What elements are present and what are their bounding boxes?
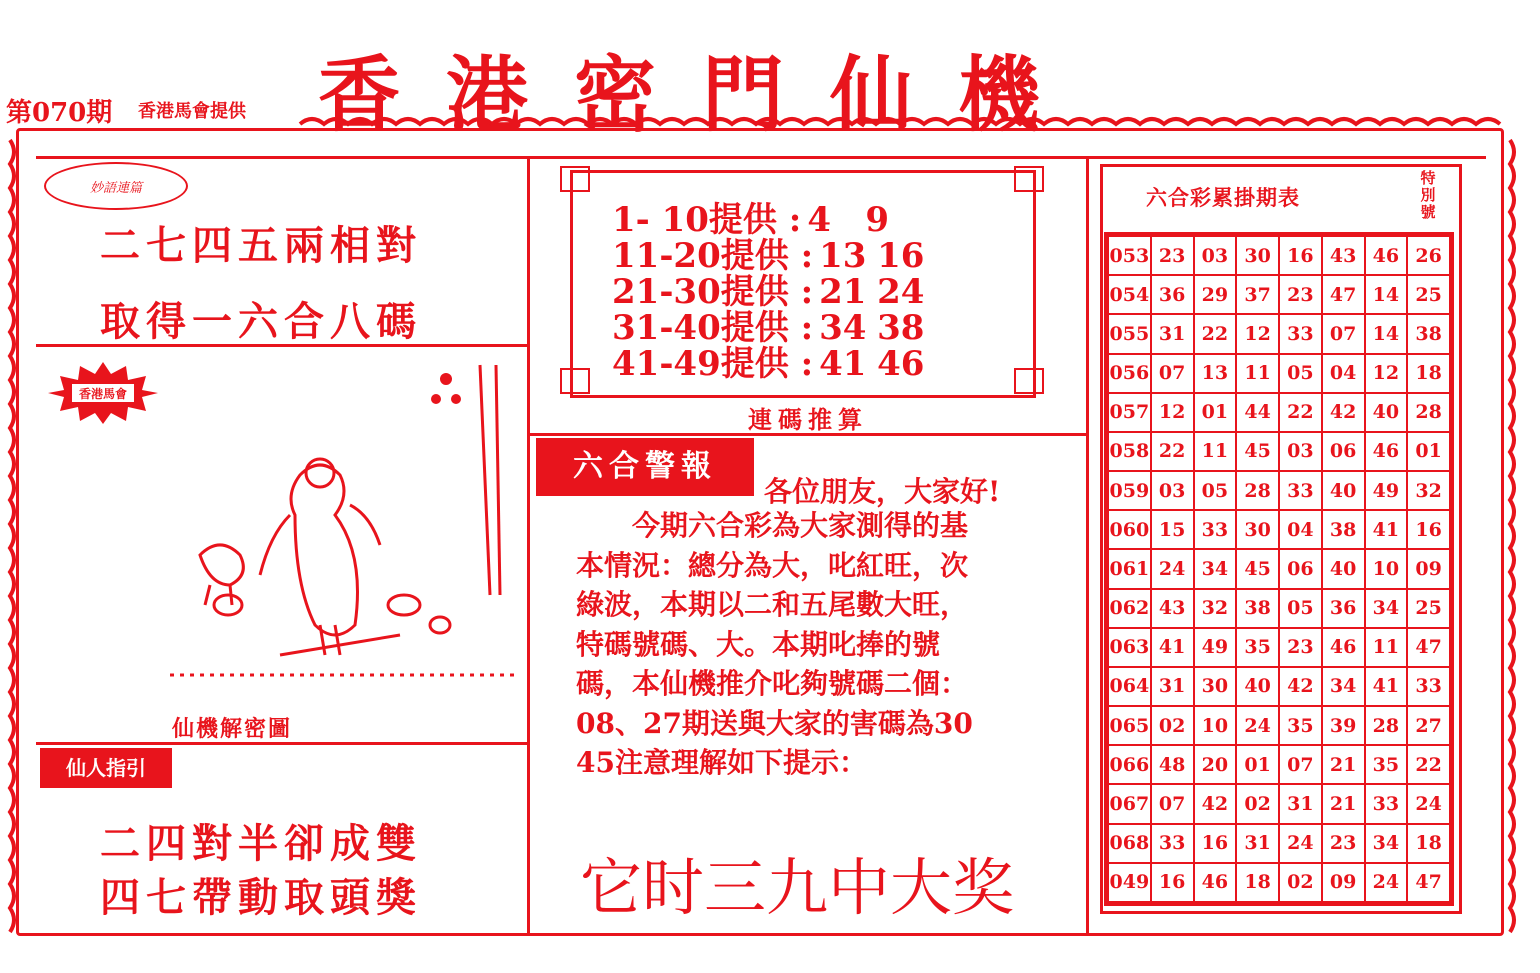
number-cell: 23 xyxy=(1279,275,1322,314)
number-cell: 07 xyxy=(1279,745,1322,784)
alert-paragraph xyxy=(576,506,1046,783)
alert-greeting: 各位朋友，大家好! xyxy=(764,475,1001,508)
range-row xyxy=(612,336,924,385)
table-row xyxy=(1108,628,1450,667)
number-cell: 34 xyxy=(1322,667,1365,706)
range-value-a: 41 xyxy=(819,344,867,384)
range-colon: : xyxy=(776,200,802,240)
number-cell: 12 xyxy=(1365,354,1408,393)
number-cell: 12 xyxy=(1151,393,1194,432)
number-cell: 33 xyxy=(1151,824,1194,863)
number-cell: 09 xyxy=(1322,863,1365,902)
table-row xyxy=(1108,393,1450,432)
number-cell: 14 xyxy=(1365,314,1408,353)
number-cell: 33 xyxy=(1279,471,1322,510)
riddle-line-2: 取得一六合八碼 xyxy=(100,298,422,345)
number-cell: 32 xyxy=(1194,589,1237,628)
alert-label: 六合警報 xyxy=(536,438,754,496)
number-cell: 22 xyxy=(1407,745,1450,784)
table-row xyxy=(1108,667,1450,706)
number-cell: 11 xyxy=(1365,628,1408,667)
special-number-header: 特別號 xyxy=(1420,169,1436,221)
table-row xyxy=(1108,354,1450,393)
number-cell: 41 xyxy=(1151,628,1194,667)
number-cell: 20 xyxy=(1194,745,1237,784)
number-cell: 29 xyxy=(1194,275,1237,314)
number-cell: 06 xyxy=(1322,432,1365,471)
issue-cell: 055 xyxy=(1108,314,1151,353)
number-cell: 26 xyxy=(1407,236,1450,275)
number-cell: 34 xyxy=(1194,549,1237,588)
number-cell: 21 xyxy=(1322,784,1365,823)
number-cell: 16 xyxy=(1279,236,1322,275)
issue-cell: 066 xyxy=(1108,745,1151,784)
number-cell: 41 xyxy=(1365,667,1408,706)
number-cell: 16 xyxy=(1151,863,1194,902)
number-cell: 47 xyxy=(1407,863,1450,902)
number-cell: 31 xyxy=(1151,314,1194,353)
corner-ornament-bl xyxy=(560,368,590,394)
number-cell: 43 xyxy=(1151,589,1194,628)
number-cell: 01 xyxy=(1194,393,1237,432)
range-value-a: 34 xyxy=(819,308,867,348)
range-value-a: 21 xyxy=(819,272,867,312)
page-title: 香港密門仙機 xyxy=(318,47,1087,143)
range-value-a: 4 xyxy=(807,200,831,240)
issue-cell: 053 xyxy=(1108,236,1151,275)
issue-cell: 065 xyxy=(1108,706,1151,745)
number-cell: 02 xyxy=(1236,784,1279,823)
range-label: 41-49提供 xyxy=(612,344,789,384)
corner-ornament-br xyxy=(1014,368,1044,394)
issue-cell: 059 xyxy=(1108,471,1151,510)
guide-line-1: 二四對半卻成雙 xyxy=(100,820,422,867)
number-cell: 39 xyxy=(1322,706,1365,745)
range-label: 21-30提供 xyxy=(612,272,789,312)
issue-cell: 058 xyxy=(1108,432,1151,471)
slogan: 它时三九中大奖 xyxy=(580,851,1015,924)
number-cell: 40 xyxy=(1322,471,1365,510)
number-cell: 31 xyxy=(1279,784,1322,823)
number-cell: 22 xyxy=(1151,432,1194,471)
guide-line-2: 四七帶動取頭獎 xyxy=(100,874,422,921)
number-cell: 03 xyxy=(1151,471,1194,510)
number-cell: 07 xyxy=(1151,784,1194,823)
number-cell: 46 xyxy=(1322,628,1365,667)
alert-line: 特碼號碼、大。本期叱捧的號 xyxy=(576,627,941,661)
issue-cell: 061 xyxy=(1108,549,1151,588)
issue-cell: 056 xyxy=(1108,354,1151,393)
number-cell: 49 xyxy=(1194,628,1237,667)
number-cell: 10 xyxy=(1194,706,1237,745)
range-colon: : xyxy=(788,272,814,312)
alert-line: 碼，本仙機推介叱夠號碼二個： xyxy=(576,667,969,700)
number-cell: 34 xyxy=(1365,824,1408,863)
range-footer: 連碼推算 xyxy=(748,405,868,434)
alert-line: 綠波，本期以二和五尾數大旺， xyxy=(576,588,969,621)
number-cell: 16 xyxy=(1194,824,1237,863)
divider-left xyxy=(527,156,530,936)
number-cell: 40 xyxy=(1322,549,1365,588)
range-value-b: 9 xyxy=(865,200,889,240)
number-cell: 30 xyxy=(1194,667,1237,706)
history-title: 六合彩累掛期表 xyxy=(1146,185,1300,210)
range-label: 31-40提供 xyxy=(612,308,789,348)
number-cell: 11 xyxy=(1194,432,1237,471)
illustration-caption: 仙機解密圖 xyxy=(172,716,293,742)
number-cell: 13 xyxy=(1194,354,1237,393)
divider-right xyxy=(1086,156,1089,936)
alert-line: 本情況：總分為大，叱紅旺，次 xyxy=(576,548,969,582)
number-cell: 31 xyxy=(1236,824,1279,863)
issue-cell: 063 xyxy=(1108,628,1151,667)
table-row xyxy=(1108,471,1450,510)
number-cell: 44 xyxy=(1236,393,1279,432)
number-cell: 30 xyxy=(1236,510,1279,549)
number-cell: 03 xyxy=(1194,236,1237,275)
number-cell: 40 xyxy=(1365,393,1408,432)
number-cell: 10 xyxy=(1365,549,1408,588)
table-row xyxy=(1108,706,1450,745)
number-cell: 38 xyxy=(1236,589,1279,628)
provider-text: 香港馬會提供 xyxy=(138,101,246,122)
number-cell: 06 xyxy=(1279,549,1322,588)
number-cell: 04 xyxy=(1322,354,1365,393)
number-cell: 41 xyxy=(1365,510,1408,549)
number-cell: 33 xyxy=(1279,314,1322,353)
divider-top-inner xyxy=(36,156,1486,159)
number-cell: 24 xyxy=(1151,549,1194,588)
number-cell: 35 xyxy=(1279,706,1322,745)
number-cell: 46 xyxy=(1365,432,1408,471)
issue-cell: 062 xyxy=(1108,589,1151,628)
issue-cell: 060 xyxy=(1108,510,1151,549)
table-row xyxy=(1108,314,1450,353)
issue-cell: 054 xyxy=(1108,275,1151,314)
number-cell: 18 xyxy=(1236,863,1279,902)
table-row xyxy=(1108,432,1450,471)
number-cell: 34 xyxy=(1365,589,1408,628)
number-cell: 05 xyxy=(1279,589,1322,628)
table-row xyxy=(1108,236,1450,275)
number-cell: 24 xyxy=(1407,784,1450,823)
number-cell: 36 xyxy=(1151,275,1194,314)
number-cell: 24 xyxy=(1279,824,1322,863)
number-cell: 38 xyxy=(1322,510,1365,549)
number-cell: 12 xyxy=(1236,314,1279,353)
issue-cell: 049 xyxy=(1108,863,1151,902)
number-cell: 23 xyxy=(1322,824,1365,863)
table-row xyxy=(1108,275,1450,314)
number-cell: 45 xyxy=(1236,549,1279,588)
number-cell: 33 xyxy=(1194,510,1237,549)
number-cell: 05 xyxy=(1194,471,1237,510)
alert-line: 今期六合彩為大家測得的基 xyxy=(576,509,969,542)
table-row xyxy=(1108,784,1450,823)
number-cell: 38 xyxy=(1407,314,1450,353)
range-value-b: 24 xyxy=(877,272,925,312)
range-label: 11-20提供 xyxy=(612,236,789,276)
issue-cell: 064 xyxy=(1108,667,1151,706)
number-cell: 01 xyxy=(1407,432,1450,471)
number-cell: 47 xyxy=(1407,628,1450,667)
number-cell: 07 xyxy=(1151,354,1194,393)
number-cell: 22 xyxy=(1194,314,1237,353)
number-cell: 01 xyxy=(1236,745,1279,784)
number-cell: 28 xyxy=(1236,471,1279,510)
number-cell: 46 xyxy=(1365,236,1408,275)
number-cell: 32 xyxy=(1407,471,1450,510)
starburst-seal xyxy=(48,362,158,424)
number-cell: 45 xyxy=(1236,432,1279,471)
number-cell: 18 xyxy=(1407,824,1450,863)
number-cell: 25 xyxy=(1407,275,1450,314)
number-cell: 25 xyxy=(1407,589,1450,628)
number-cell: 28 xyxy=(1407,393,1450,432)
history-table xyxy=(1104,232,1454,906)
number-cell: 31 xyxy=(1151,667,1194,706)
number-cell: 05 xyxy=(1279,354,1322,393)
number-cell: 37 xyxy=(1236,275,1279,314)
table-row xyxy=(1108,863,1450,902)
number-cell: 23 xyxy=(1279,628,1322,667)
range-value-b: 16 xyxy=(877,236,925,276)
number-cell: 04 xyxy=(1279,510,1322,549)
riddle-line-1: 二七四五兩相對 xyxy=(100,222,422,269)
number-cell: 30 xyxy=(1236,236,1279,275)
corner-ornament-tr xyxy=(1014,166,1044,192)
number-cell: 16 xyxy=(1407,510,1450,549)
corner-ornament-tl xyxy=(560,166,590,192)
number-cell: 03 xyxy=(1279,432,1322,471)
number-cell: 47 xyxy=(1322,275,1365,314)
alert-line: 08、27期送與大家的害碼為30 xyxy=(576,706,973,740)
issue-cell: 067 xyxy=(1108,784,1151,823)
range-value-b: 46 xyxy=(877,344,925,384)
seal-text: 香港馬會 xyxy=(78,387,128,401)
number-cell: 02 xyxy=(1151,706,1194,745)
number-cell: 46 xyxy=(1194,863,1237,902)
number-cell: 33 xyxy=(1407,667,1450,706)
number-cell: 11 xyxy=(1236,354,1279,393)
number-cell: 33 xyxy=(1365,784,1408,823)
number-cell: 21 xyxy=(1322,745,1365,784)
number-cell: 43 xyxy=(1322,236,1365,275)
number-cell: 23 xyxy=(1151,236,1194,275)
number-cell: 28 xyxy=(1365,706,1408,745)
number-cell: 15 xyxy=(1151,510,1194,549)
number-cell: 09 xyxy=(1407,549,1450,588)
issue-cell: 068 xyxy=(1108,824,1151,863)
number-cell: 36 xyxy=(1322,589,1365,628)
number-cell: 35 xyxy=(1236,628,1279,667)
number-cell: 40 xyxy=(1236,667,1279,706)
range-colon: : xyxy=(788,344,814,384)
number-cell: 24 xyxy=(1365,863,1408,902)
slogan-badge: 妙語連篇 xyxy=(44,162,188,210)
range-label: 1- 10提供 xyxy=(612,200,777,240)
number-cell: 27 xyxy=(1407,706,1450,745)
table-row xyxy=(1108,745,1450,784)
number-cell: 48 xyxy=(1151,745,1194,784)
range-colon: : xyxy=(788,236,814,276)
number-cell: 42 xyxy=(1322,393,1365,432)
number-cell: 42 xyxy=(1194,784,1237,823)
number-cell: 14 xyxy=(1365,275,1408,314)
range-colon: : xyxy=(788,308,814,348)
number-cell: 24 xyxy=(1236,706,1279,745)
issue-cell: 057 xyxy=(1108,393,1151,432)
number-cell: 22 xyxy=(1279,393,1322,432)
table-row xyxy=(1108,824,1450,863)
range-value-a: 13 xyxy=(819,236,867,276)
number-cell: 07 xyxy=(1322,314,1365,353)
alert-line: 45注意理解如下提示： xyxy=(576,746,867,779)
number-cell: 02 xyxy=(1279,863,1322,902)
number-cell: 35 xyxy=(1365,745,1408,784)
table-row xyxy=(1108,589,1450,628)
table-row xyxy=(1108,549,1450,588)
guide-label: 仙人指引 xyxy=(40,748,172,788)
number-cell: 49 xyxy=(1365,471,1408,510)
number-cell: 18 xyxy=(1407,354,1450,393)
number-cell: 42 xyxy=(1279,667,1322,706)
issue-number: 第070期 xyxy=(6,98,113,128)
sage-illustration xyxy=(160,355,520,685)
table-row xyxy=(1108,510,1450,549)
range-value-b: 38 xyxy=(877,308,925,348)
